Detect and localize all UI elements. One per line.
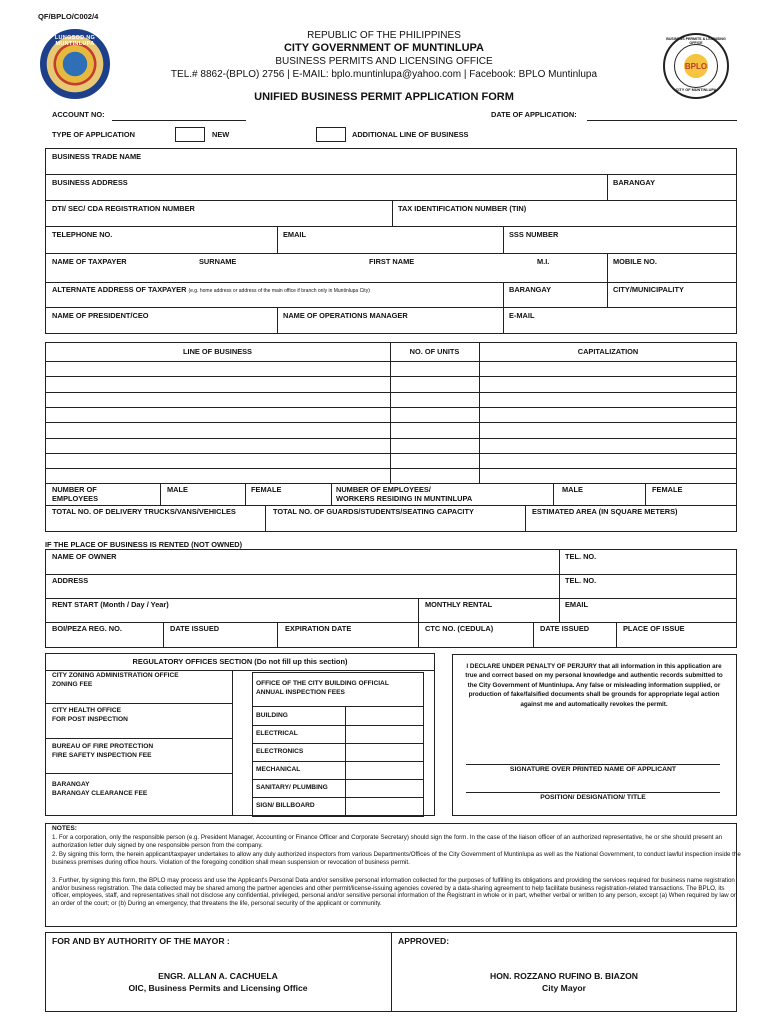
account-no-label: ACCOUNT NO: [52, 110, 105, 119]
regulatory-title: REGULATORY OFFICES SECTION (Do not fill up this section) [132, 657, 348, 666]
rented-address-label: ADDRESS [52, 576, 89, 585]
male2-label: MALE [562, 485, 583, 494]
email-label: EMAIL [283, 230, 306, 239]
date-issued-label: DATE ISSUED [170, 624, 220, 633]
mi-label: M.I. [537, 257, 550, 266]
city-municipality-label: CITY/MUNICIPALITY [613, 285, 684, 294]
new-checkbox[interactable] [175, 127, 205, 142]
electrical-label: ELECTRICAL [256, 730, 298, 737]
business-address-label: BUSINESS ADDRESS [52, 178, 128, 187]
barangay2-label: BARANGAY [509, 285, 552, 294]
right-seal-bottom: CITY OF MUNTINLUPA [675, 88, 717, 92]
fire-label-1: BUREAU OF FIRE PROTECTION [52, 743, 154, 750]
engr-name: ENGR. ALLAN A. CACHUELA [158, 971, 278, 981]
sanitary-label: SANITARY/ PLUMBING [256, 784, 328, 791]
mayor-name: HON. ROZZANO RUFINO B. BIAZON [490, 971, 638, 981]
date-of-application-label: DATE OF APPLICATION: [491, 110, 577, 119]
header-contact: TEL.# 8862-(BPLO) 2756 | E-MAIL: bplo.muntinlupa@yahoo.com | Facebook: BPLO Muntinlupa [170, 69, 598, 80]
female2-label: FEMALE [652, 485, 683, 494]
left-seal-text: LUNGSOD NG MUNTINLUPA [54, 35, 96, 47]
mobile-label: MOBILE NO. [613, 257, 657, 266]
trade-name-label: BUSINESS TRADE NAME [52, 152, 142, 161]
right-seal-center: BPLO [684, 62, 708, 71]
expiration-label: EXPIRATION DATE [285, 624, 352, 633]
account-no-field[interactable] [112, 120, 246, 121]
additional-line-checkbox[interactable] [316, 127, 346, 142]
header-republic: REPUBLIC OF THE PHILIPPINES [307, 30, 461, 41]
surname-label: SURNAME [199, 257, 237, 266]
alt-address-label: ALTERNATE ADDRESS OF TAXPAYER (e.g. home address or address of the main office if branch only in Muntinlupa City) [52, 285, 370, 294]
notes-title: NOTES: [52, 825, 77, 832]
tin-label: TAX IDENTIFICATION NUMBER (TIN) [398, 204, 527, 213]
health-label-1: CITY HEALTH OFFICE [52, 707, 121, 714]
president-label: NAME OF PRESIDENT/CEO [52, 311, 149, 320]
monthly-rental-label: MONTHLY RENTAL [425, 600, 493, 609]
male-label: MALE [167, 485, 188, 494]
no-of-units-header: NO. OF UNITS [409, 347, 460, 356]
obo-label-2: ANNUAL INSPECTION FEES [256, 689, 345, 696]
area-label: ESTIMATED AREA (IN SQUARE METERS) [532, 507, 678, 516]
sss-label: SSS NUMBER [509, 230, 559, 239]
trucks-label: TOTAL NO. OF DELIVERY TRUCKS/VANS/VEHICLES [52, 507, 236, 516]
owner-label: NAME OF OWNER [52, 552, 117, 561]
obo-label-1: OFFICE OF THE CITY BUILDING OFFICIAL [256, 680, 389, 687]
signature-field[interactable] [466, 764, 720, 765]
rented-section-title: IF THE PLACE OF BUSINESS IS RENTED (NOT OWNED) [45, 540, 243, 549]
fire-label-2: FIRE SAFETY INSPECTION FEE [52, 752, 152, 759]
ctc-label: CTC NO. (CEDULA) [425, 624, 494, 633]
tel2-label: TEL. NO. [565, 576, 597, 585]
email2-label: E-MAIL [509, 311, 535, 320]
line-of-business-table [45, 342, 737, 532]
header-city: CITY GOVERNMENT OF MUNTINLUPA [283, 42, 485, 54]
residing-label-1: NUMBER OF EMPLOYEES/ [336, 485, 431, 494]
type-of-application-label: TYPE OF APPLICATION [52, 130, 135, 139]
zoning-label-1: CITY ZONING ADMINISTRATION OFFICE [52, 672, 179, 679]
brgy-label-1: BARANGAY [52, 781, 90, 788]
guards-label: TOTAL NO. OF GUARDS/STUDENTS/SEATING CAPACITY [273, 507, 474, 516]
note-1: 1. For a corporation, only the responsible person (e.g. President Manager, Accounting or Finance Officer and Corporate Secretary) should sign the form. In the case of the liaison officer of an authorized representative, he or she should present an authorization letter duly signed by one responsible person from the company. [52, 834, 723, 849]
rent-start-label: RENT START (Month / Day / Year) [52, 600, 169, 609]
signature-label: SIGNATURE OVER PRINTED NAME OF APPLICANT [509, 766, 677, 773]
building-label: BUILDING [256, 712, 288, 719]
line-of-business-header: LINE OF BUSINESS [183, 347, 252, 356]
brgy-label-2: BARANGAY CLEARANCE FEE [52, 790, 148, 797]
approved-label: APPROVED: [398, 936, 450, 946]
note-3: 3. Further, by signing this form, the BPLO may process and use the Applicant's Personal Data and/or sensitive personal information collected for the purposes of fulfilling its obligations and providing the services required for business name registration and/or business registration. The data collected may be shared among the partner agencies and other permit/license-issuing agencies covered by a data-sharing agreement to help facilitate business registration-related transactions. The BPLO, its officer, employees, staff, and representatives shall not disclose any confidential, privileged, personal and/or sensitive personal information of the Registrant in whole or in part, whether verbal or written to any person, except (a) When required by law or an order of the court; or (b) During an emergency, that threatens the life, personal security of the applicant or community. [52, 877, 736, 907]
position-field[interactable] [466, 792, 720, 793]
new-label: NEW [212, 130, 230, 139]
first-name-label: FIRST NAME [369, 257, 415, 266]
position-label: POSITION/ DESIGNATION/ TITLE [540, 794, 646, 801]
telephone-label: TELEPHONE NO. [52, 230, 113, 239]
tel1-label: TEL. NO. [565, 552, 597, 561]
declaration-text: I DECLARE UNDER PENALTY OF PERJURY that all information in this application are true and correct based on my personal knowledge and authentic records submitted to the City Government of Muntinlupa. Any false or misleading information supplied, or production of fake/falsified documents shall be grounds for appropriate legal action against me and automatically revokes the permit. [465, 663, 723, 708]
form-title: UNIFIED BUSINESS PERMIT APPLICATION FORM [254, 91, 514, 103]
residing-label-2: WORKERS RESIDING IN MUNTINLUPA [336, 494, 473, 503]
zoning-label-2: ZONING FEE [52, 681, 93, 688]
boi-label: BOI/PEZA REG. NO. [52, 624, 122, 633]
barangay-label: BARANGAY [613, 178, 656, 187]
engr-title: OIC, Business Permits and Licensing Office [128, 983, 308, 993]
num-employees-label-1: NUMBER OF [52, 485, 97, 494]
right-seal-text: BUSINESS PERMITS & LICENSING OFFICE [666, 37, 726, 45]
header-office: BUSINESS PERMITS AND LICENSING OFFICE [275, 56, 493, 67]
sign-label: SIGN/ BILLBOARD [256, 802, 315, 809]
capitalization-header: CAPITALIZATION [577, 347, 639, 356]
authority-label: FOR AND BY AUTHORITY OF THE MAYOR : [52, 936, 230, 946]
ops-manager-label: NAME OF OPERATIONS MANAGER [283, 311, 408, 320]
mayor-title: City Mayor [542, 983, 586, 993]
note-2: 2. By signing this form, the herein applicant/taxpayer undertakes to allow any duly authorized inspectors from various Departments/Offices of the City Government of Muntinlupa as well as the National Government, to conduct lawful inspection inside the business premises during office hours. Violation of the foregoing condition shall mean suspension or revocation of business permit. [52, 851, 741, 866]
mechanical-label: MECHANICAL [256, 766, 301, 773]
form-code: QF/BPLO/C002/4 [38, 12, 99, 21]
place-issue-label: PLACE OF ISSUE [623, 624, 685, 633]
health-label-2: FOR POST INSPECTION [52, 716, 128, 723]
electronics-label: ELECTRONICS [256, 748, 304, 755]
dti-label: DTI/ SEC/ CDA REGISTRATION NUMBER [52, 204, 195, 213]
date-of-application-field[interactable] [587, 120, 737, 121]
female-label: FEMALE [251, 485, 282, 494]
rented-email-label: EMAIL [565, 600, 588, 609]
date-issued2-label: DATE ISSUED [540, 624, 590, 633]
num-employees-label-2: EMPLOYEES [52, 494, 98, 503]
additional-line-label: ADDITIONAL LINE OF BUSINESS [352, 130, 469, 139]
taxpayer-label: NAME OF TAXPAYER [52, 257, 127, 266]
